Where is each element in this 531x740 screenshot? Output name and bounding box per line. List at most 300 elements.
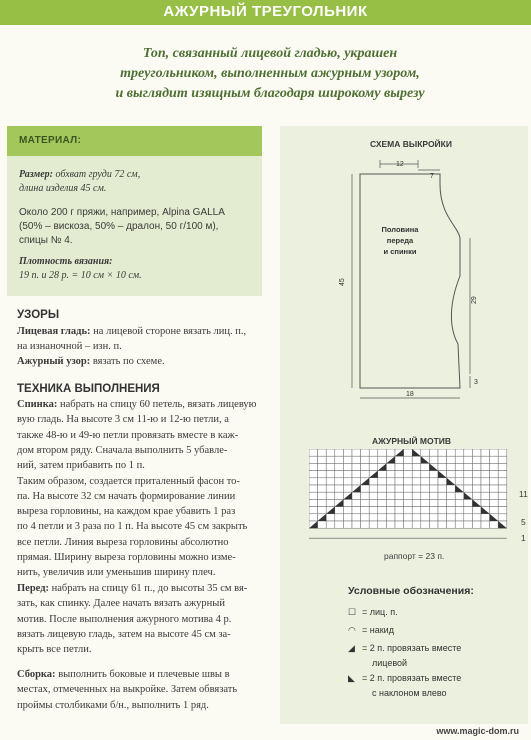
motif-cell <box>395 514 404 521</box>
text-line <box>17 536 229 550</box>
intro-line: Топ, связанный лицевой гладью, украшен <box>142 46 398 61</box>
line-text: нить, увеличив или уменьшив ширину плеч. <box>17 567 216 579</box>
text-line <box>17 505 235 519</box>
text-line <box>17 340 122 354</box>
motif-cell <box>438 499 447 506</box>
motif-cell <box>438 507 447 514</box>
motif-cell <box>378 485 387 492</box>
motif-cell <box>318 463 327 470</box>
motif-cell <box>447 456 456 463</box>
motif-cell <box>455 507 464 514</box>
motif-cell <box>395 499 404 506</box>
motif-cell <box>395 492 404 499</box>
motif-cell <box>455 499 464 506</box>
materials-title: МАТЕРИАЛ: <box>19 135 82 146</box>
motif-cell <box>378 449 387 456</box>
motif-cell <box>472 521 481 528</box>
page-title: АЖУРНЫЙ ТРЕУГОЛЬНИК <box>163 3 368 20</box>
motif-cell <box>395 471 404 478</box>
motif-cell <box>490 471 499 478</box>
intro-line: и выглядит изящным благодаря широкому вырезу <box>115 86 425 101</box>
motif-cell <box>447 485 456 492</box>
motif-cell <box>335 507 344 514</box>
motif-cell <box>481 514 490 521</box>
line-text: на лицевой стороне вязать лиц. п., <box>93 326 247 337</box>
motif-cell <box>318 478 327 485</box>
motif-cell <box>472 471 481 478</box>
text-line <box>17 683 237 697</box>
motif-cell <box>429 485 438 492</box>
text-line <box>17 582 247 596</box>
motif-cell <box>438 478 447 485</box>
yarn-line: Около 200 г пряжи, например, Alpina GALLA <box>19 207 225 218</box>
motif-cell <box>335 456 344 463</box>
legend-text: лицевой <box>372 658 408 668</box>
motif-cell <box>318 485 327 492</box>
motif-cell <box>386 449 395 456</box>
motif-cell <box>361 521 370 528</box>
line-text: проймы столбиками б/н., выполнить 1 ряд. <box>17 699 209 711</box>
motif-cell <box>421 478 430 485</box>
line-text: также 48-ю и 49-ю петли провязать вместе в каж- <box>17 429 239 441</box>
piece-label: переда <box>386 236 414 245</box>
motif-cell <box>481 463 490 470</box>
line-text: по 4 петли и 3 раза по 1 п. На высоте 45 см закрыть <box>17 521 248 533</box>
patterns-heading: УЗОРЫ <box>17 309 60 321</box>
motif-cell <box>378 471 387 478</box>
motif-cell <box>498 492 507 499</box>
motif-cell <box>395 507 404 514</box>
motif-cell <box>309 514 318 521</box>
motif-cell <box>447 463 456 470</box>
motif-cell <box>429 521 438 528</box>
motif-cell <box>404 478 413 485</box>
motif-cell <box>404 514 413 521</box>
legend-symbol-icon: ◣ <box>348 673 355 683</box>
legend-symbol-icon: ☐ <box>348 607 357 617</box>
repeat-label: раппорт = 23 п. <box>384 551 445 561</box>
motif-cell <box>369 521 378 528</box>
motif-cell <box>326 492 335 499</box>
text-line <box>17 566 215 580</box>
line-text: выполнить боковые и плечевые швы в <box>58 669 230 680</box>
motif-cell <box>335 471 344 478</box>
motif-cell <box>472 478 481 485</box>
dim-lower-height: 29 <box>471 296 478 304</box>
motif-cell <box>378 492 387 499</box>
size-value: обхват груди 72 см, <box>55 169 141 180</box>
motif-cell <box>412 471 421 478</box>
legend-symbol-icon: ◠ <box>348 625 356 635</box>
motif-cell <box>421 449 430 456</box>
line-text: вязать по схеме. <box>92 356 165 367</box>
density-label: Плотность вязания: <box>19 256 113 267</box>
motif-cell <box>352 463 361 470</box>
motif-cell <box>472 507 481 514</box>
legend-text: = накид <box>362 625 394 635</box>
line-text: зать, как спинку. Далее начать вязать ажурный <box>17 598 225 610</box>
line-text: вязать лицевую гладь, затем на высоте 45 см за- <box>17 628 231 640</box>
line-text: вую гладь. На высоте 3 см 11-ю и 12-ю петли, а <box>17 414 229 426</box>
motif-cell <box>412 514 421 521</box>
line-label: Перед: <box>17 583 49 594</box>
motif-cell <box>421 471 430 478</box>
motif-cell <box>472 456 481 463</box>
lace-motif-chart <box>309 449 509 544</box>
motif-cell <box>369 463 378 470</box>
motif-cell <box>309 507 318 514</box>
motif-cell <box>455 514 464 521</box>
motif-cell <box>369 485 378 492</box>
motif-cell <box>378 514 387 521</box>
line-label: Лицевая гладь: <box>17 326 91 337</box>
motif-cell <box>386 463 395 470</box>
text-line <box>17 520 247 534</box>
motif-cell <box>438 449 447 456</box>
motif-cell <box>481 449 490 456</box>
motif-cell <box>309 492 318 499</box>
motif-cell <box>447 521 456 528</box>
motif-cell <box>326 485 335 492</box>
motif-cell <box>318 499 327 506</box>
intro-text <box>60 44 480 104</box>
motif-cell <box>404 492 413 499</box>
motif-cell <box>369 492 378 499</box>
line-text: набрать на спицу 61 п., до высоты 35 см вя- <box>51 583 248 594</box>
motif-cell <box>318 456 327 463</box>
motif-cell <box>412 456 421 463</box>
motif-cell <box>455 492 464 499</box>
motif-cell <box>464 478 473 485</box>
motif-cell <box>490 499 499 506</box>
motif-cell <box>326 471 335 478</box>
motif-cell <box>404 499 413 506</box>
line-text: крыть все петли. <box>17 644 92 656</box>
motif-cell <box>404 485 413 492</box>
motif-cell <box>421 485 430 492</box>
motif-cell <box>335 478 344 485</box>
motif-cell <box>438 485 447 492</box>
legend-title: Условные обозначения: <box>348 585 474 597</box>
motif-cell <box>335 449 344 456</box>
text-line <box>17 643 91 657</box>
motif-cell <box>352 478 361 485</box>
motif-cell <box>386 492 395 499</box>
motif-cell <box>490 478 499 485</box>
motif-cell <box>412 499 421 506</box>
text-line <box>17 613 231 627</box>
motif-cell <box>326 456 335 463</box>
motif-cell <box>352 521 361 528</box>
legend-text: = 2 п. провязать вместе <box>362 673 462 683</box>
motif-cell <box>498 456 507 463</box>
motif-cell <box>464 485 473 492</box>
motif-cell <box>481 521 490 528</box>
motif-cell <box>429 492 438 499</box>
motif-cell <box>438 463 447 470</box>
motif-cell <box>369 456 378 463</box>
motif-cell <box>481 478 490 485</box>
pattern-schema <box>280 126 528 426</box>
schema-title: СХЕМА ВЫКРОЙКИ <box>370 139 452 149</box>
motif-cell <box>498 471 507 478</box>
motif-cell <box>361 449 370 456</box>
line-text: на изнаночной – изн. п. <box>17 341 122 352</box>
motif-cell <box>412 521 421 528</box>
text-line <box>17 475 240 489</box>
motif-cell <box>318 449 327 456</box>
motif-cell <box>455 478 464 485</box>
motif-cell <box>378 456 387 463</box>
motif-cell <box>352 456 361 463</box>
motif-cell <box>498 478 507 485</box>
motif-cell <box>395 485 404 492</box>
motif-cell <box>386 514 395 521</box>
yarn-line: (50% – вискоза, 50% – дралон, 50 г/100 м), <box>19 221 219 232</box>
line-text: Таким образом, создается приталенный фасон то- <box>17 475 240 487</box>
motif-cell <box>369 449 378 456</box>
motif-cell <box>429 478 438 485</box>
motif-cell <box>429 449 438 456</box>
motif-cell <box>395 478 404 485</box>
motif-cell <box>361 485 370 492</box>
motif-cell <box>326 514 335 521</box>
line-text: ний, затем прибавить по 1 п. <box>17 460 145 472</box>
row-label: 1 <box>521 533 526 543</box>
dim-top: 12 <box>396 161 404 168</box>
motif-cell <box>498 449 507 456</box>
text-line <box>17 398 257 412</box>
legend-symbol-icon: ◢ <box>348 643 355 653</box>
motif-cell <box>369 478 378 485</box>
motif-cell <box>309 478 318 485</box>
dim-offset: 7 <box>430 173 434 180</box>
length-value: длина изделия 45 см. <box>19 183 107 194</box>
line-text: все петли. Линия выреза горловины абсолютно <box>17 536 229 548</box>
motif-cell <box>490 456 499 463</box>
motif-cell <box>335 492 344 499</box>
motif-cell <box>490 492 499 499</box>
text-line <box>17 355 165 369</box>
text-line <box>17 459 145 473</box>
motif-cell <box>361 514 370 521</box>
motif-cell <box>490 507 499 514</box>
dim-height: 45 <box>339 278 346 286</box>
motif-cell <box>455 456 464 463</box>
motif-cell <box>386 507 395 514</box>
legend-text: = 2 п. провязать вместе <box>362 643 462 653</box>
motif-cell <box>335 485 344 492</box>
text-line <box>17 490 235 504</box>
motif-cell <box>343 478 352 485</box>
line-label: Ажурный узор: <box>17 356 91 367</box>
motif-cell <box>326 449 335 456</box>
motif-cell <box>343 485 352 492</box>
motif-cell <box>352 449 361 456</box>
motif-cell <box>309 449 318 456</box>
motif-cell <box>429 507 438 514</box>
text-line <box>17 699 209 713</box>
motif-cell <box>326 521 335 528</box>
dim-bottom: 18 <box>406 391 414 398</box>
motif-cell <box>378 507 387 514</box>
text-line <box>17 597 225 611</box>
motif-cell <box>352 492 361 499</box>
row-label: 11 <box>519 489 528 499</box>
motif-cell <box>472 449 481 456</box>
motif-cell <box>447 507 456 514</box>
intro-line: треугольником, выполненным ажурным узором, <box>120 66 420 81</box>
motif-cell <box>421 463 430 470</box>
motif-cell <box>352 499 361 506</box>
motif-cell <box>455 449 464 456</box>
motif-cell <box>309 471 318 478</box>
motif-cell <box>343 471 352 478</box>
motif-cell <box>429 514 438 521</box>
motif-cell <box>412 485 421 492</box>
motif-cell <box>335 514 344 521</box>
motif-cell <box>447 449 456 456</box>
motif-cell <box>352 514 361 521</box>
motif-cell <box>429 471 438 478</box>
motif-cell <box>378 521 387 528</box>
motif-cell <box>318 521 327 528</box>
motif-cell <box>369 514 378 521</box>
motif-cell <box>421 514 430 521</box>
motif-cell <box>318 507 327 514</box>
dim-bottom-small: 3 <box>474 379 478 386</box>
motif-cell <box>386 521 395 528</box>
motif-cell <box>464 449 473 456</box>
motif-cell <box>438 492 447 499</box>
motif-cell <box>438 514 447 521</box>
motif-cell <box>309 463 318 470</box>
motif-cell <box>395 521 404 528</box>
legend-text: с наклоном влево <box>372 688 447 698</box>
line-label: Сборка: <box>17 669 56 680</box>
size-label: Размер: <box>19 169 53 180</box>
text-line <box>17 444 227 458</box>
motif-cell <box>421 521 430 528</box>
line-text: набрать на спицу 60 петель, вязать лицевую <box>60 399 257 410</box>
technique-heading: ТЕХНИКА ВЫПОЛНЕНИЯ <box>17 383 160 395</box>
motif-cell <box>481 492 490 499</box>
motif-cell <box>386 485 395 492</box>
text-line <box>17 668 230 682</box>
motif-cell <box>455 463 464 470</box>
motif-cell <box>481 471 490 478</box>
motif-cell <box>361 507 370 514</box>
motif-cell <box>404 449 413 456</box>
motif-cell <box>412 492 421 499</box>
motif-cell <box>498 514 507 521</box>
motif-cell <box>472 463 481 470</box>
motif-title: АЖУРНЫЙ МОТИВ <box>372 436 452 446</box>
motif-cell <box>447 471 456 478</box>
motif-cell <box>464 471 473 478</box>
motif-cell <box>386 471 395 478</box>
motif-cell <box>464 521 473 528</box>
yarn-line: спицы № 4. <box>19 235 73 246</box>
line-text: па. На высоте 32 см начать формирование линии <box>17 490 236 502</box>
motif-cell <box>447 514 456 521</box>
motif-cell <box>318 471 327 478</box>
motif-cell <box>498 485 507 492</box>
motif-cell <box>335 521 344 528</box>
motif-cell <box>318 492 327 499</box>
motif-cell <box>361 471 370 478</box>
motif-cell <box>361 492 370 499</box>
motif-cell <box>343 514 352 521</box>
motif-cell <box>352 507 361 514</box>
motif-cell <box>464 499 473 506</box>
motif-cell <box>447 499 456 506</box>
motif-cell <box>361 499 370 506</box>
motif-cell <box>369 507 378 514</box>
motif-cell <box>464 463 473 470</box>
motif-cell <box>455 471 464 478</box>
motif-cell <box>326 499 335 506</box>
motif-cell <box>472 485 481 492</box>
motif-cell <box>404 456 413 463</box>
footer-url: www.magic-dom.ru <box>436 726 519 736</box>
density-value: 19 п. и 28 р. = 10 см × 10 см. <box>19 270 142 281</box>
line-text: мотив. После выполнения ажурного мотива 4 р. <box>17 613 232 625</box>
motif-cell <box>386 499 395 506</box>
motif-cell <box>421 492 430 499</box>
text-line <box>17 551 236 565</box>
motif-cell <box>481 456 490 463</box>
motif-cell <box>429 456 438 463</box>
motif-cell <box>490 485 499 492</box>
motif-cell <box>472 514 481 521</box>
size-line <box>19 168 140 182</box>
motif-cell <box>412 463 421 470</box>
motif-cell <box>421 499 430 506</box>
motif-cell <box>343 499 352 506</box>
text-line <box>17 325 246 339</box>
piece-label: Половина <box>381 225 419 234</box>
motif-cell <box>343 521 352 528</box>
motif-cell <box>498 499 507 506</box>
motif-cell <box>412 478 421 485</box>
motif-cell <box>481 499 490 506</box>
motif-cell <box>395 463 404 470</box>
motif-cell <box>335 463 344 470</box>
motif-cell <box>455 521 464 528</box>
motif-cell <box>378 478 387 485</box>
motif-cell <box>309 456 318 463</box>
row-label: 5 <box>521 517 526 527</box>
motif-cell <box>352 471 361 478</box>
motif-cell <box>438 521 447 528</box>
motif-cell <box>378 499 387 506</box>
motif-cell <box>404 521 413 528</box>
motif-cell <box>361 456 370 463</box>
motif-cell <box>343 507 352 514</box>
motif-cell <box>343 463 352 470</box>
line-text: дом втором ряду. Сначала выполнить 5 убавле- <box>17 444 228 456</box>
line-text: местах, отмеченных на выкройке. Затем обвязать <box>17 684 238 696</box>
motif-cell <box>404 463 413 470</box>
motif-cell <box>498 507 507 514</box>
motif-cell <box>404 507 413 514</box>
motif-cell <box>429 499 438 506</box>
text-line <box>17 413 229 427</box>
motif-cell <box>472 492 481 499</box>
motif-cell <box>326 478 335 485</box>
motif-cell <box>369 499 378 506</box>
